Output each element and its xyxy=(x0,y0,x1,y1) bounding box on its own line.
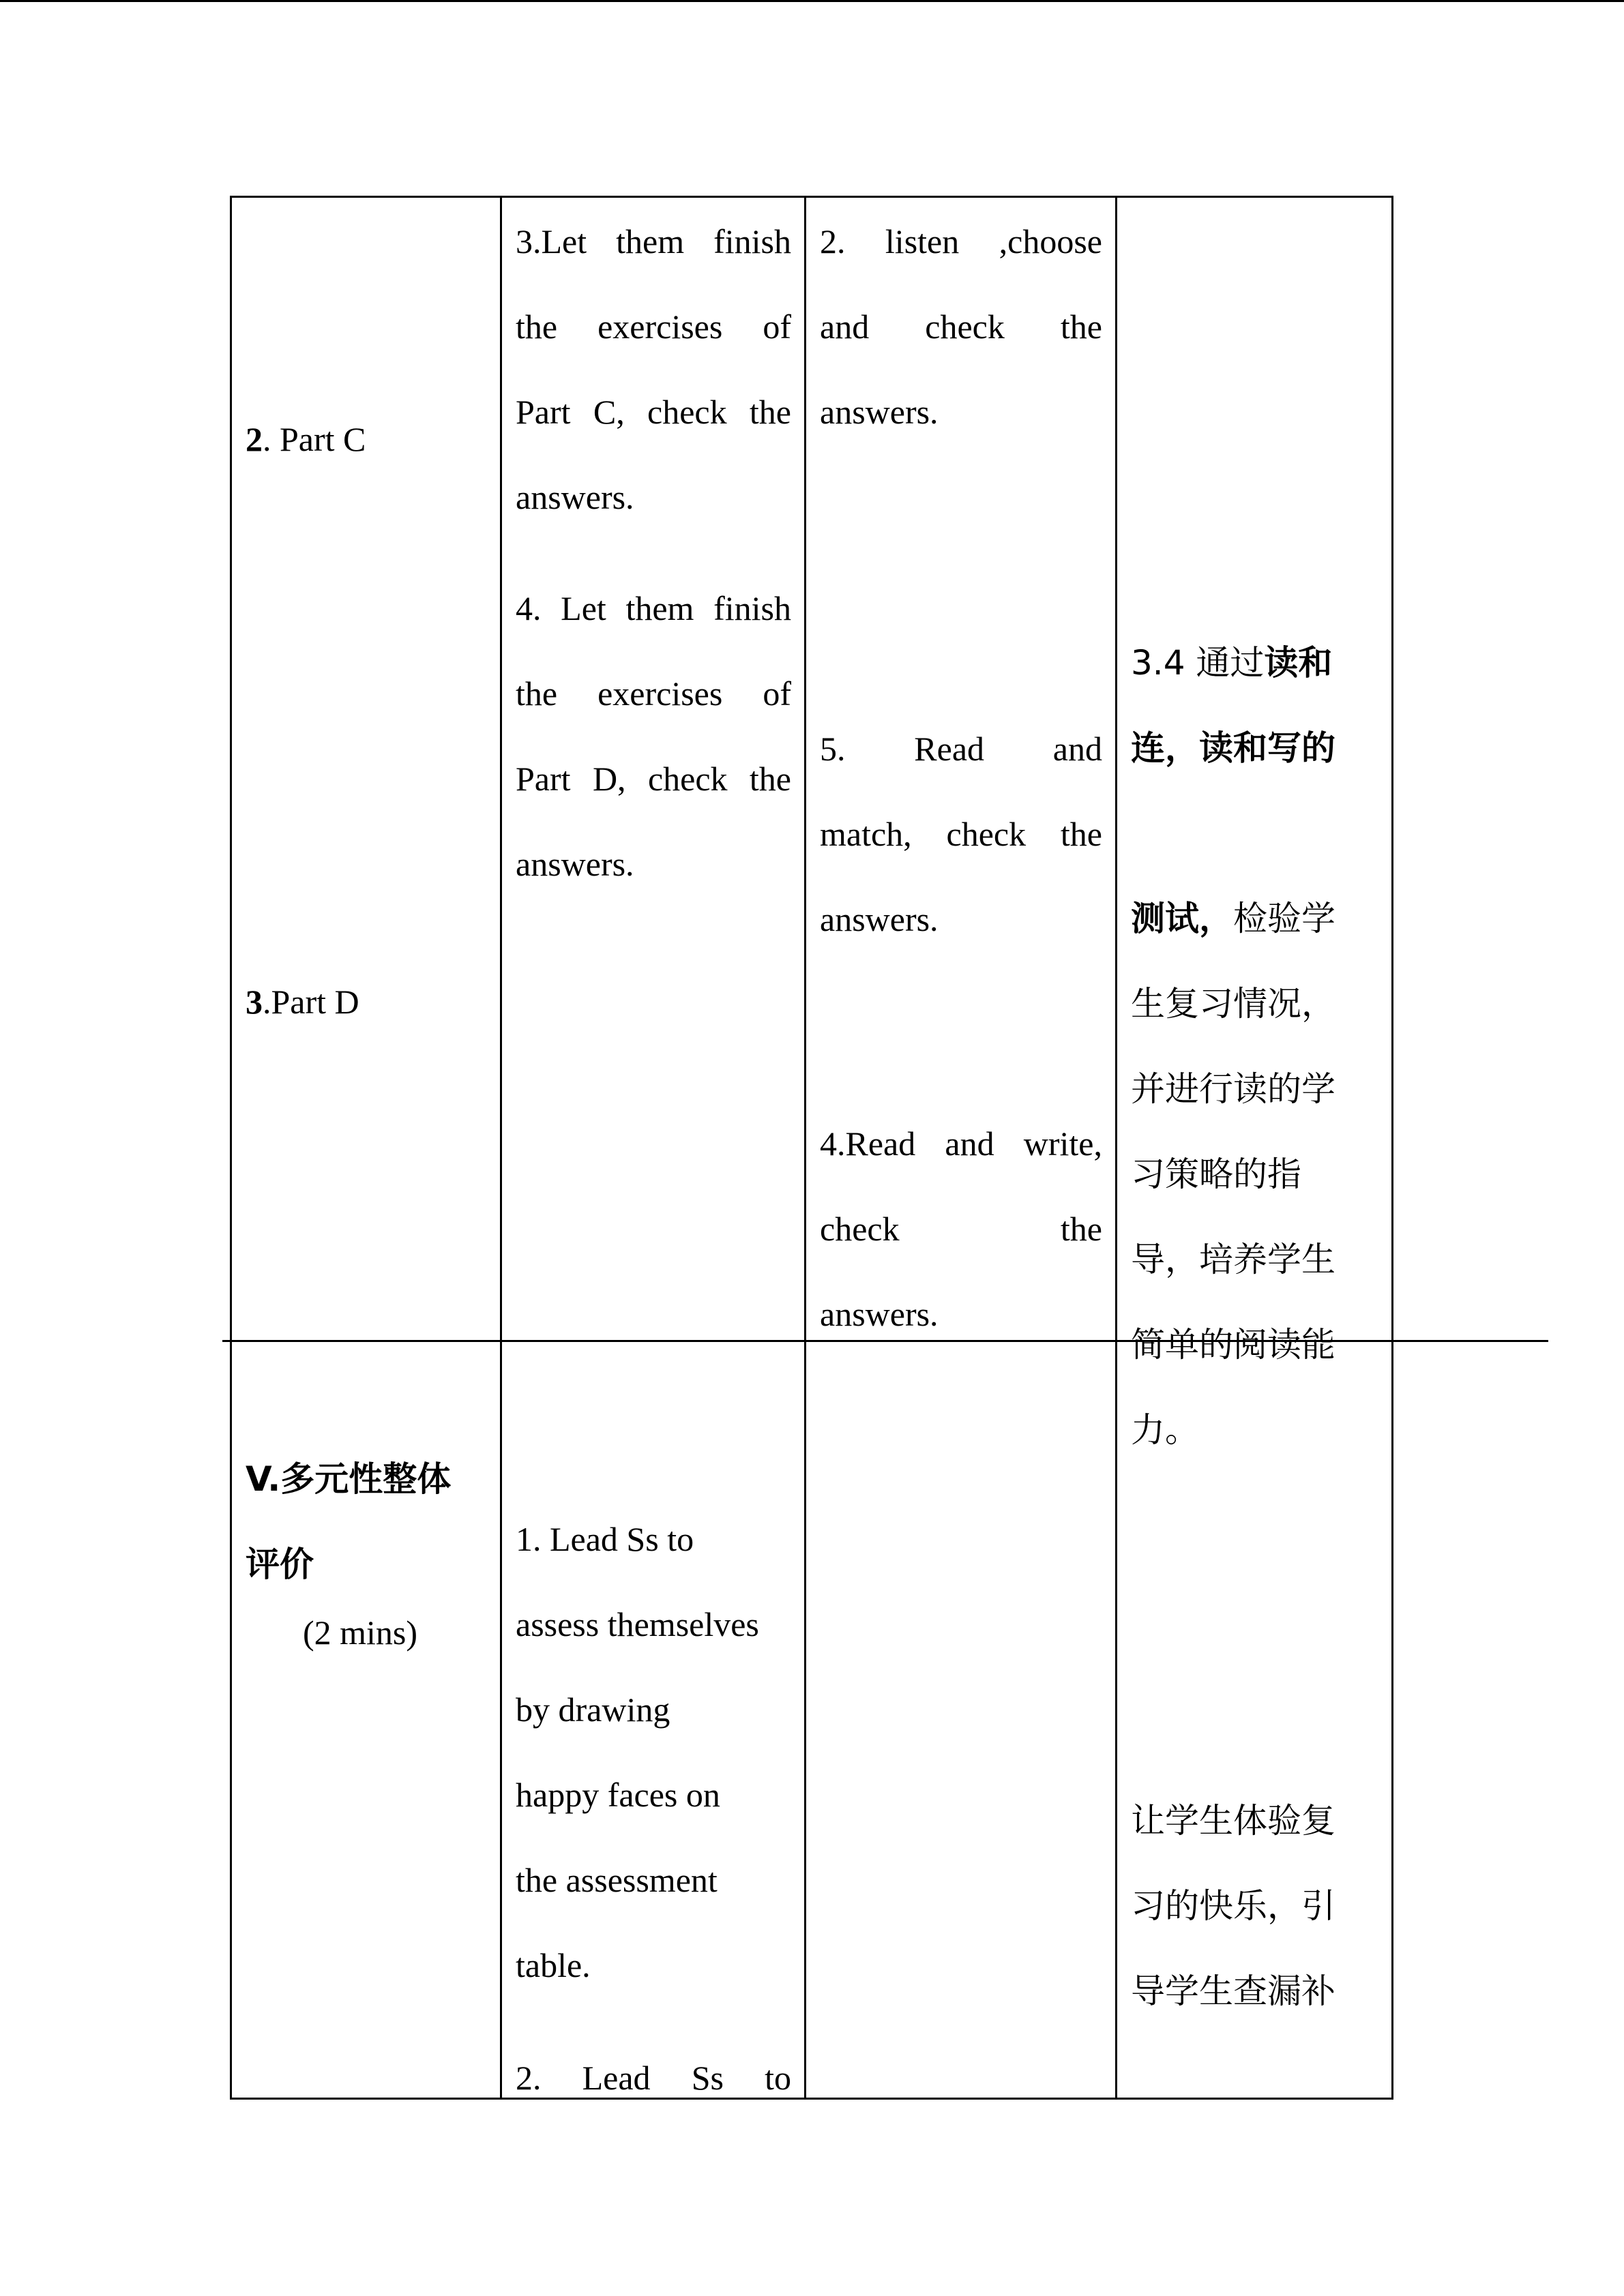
text-line: assess themselves xyxy=(516,1605,759,1643)
design-purpose-reading xyxy=(1131,535,1366,1473)
stage-part-d: 3.Part D xyxy=(246,983,359,1021)
text-line: the assessment xyxy=(516,1861,718,1899)
col-border-1 xyxy=(500,196,502,2100)
text-line: answers. xyxy=(820,900,939,938)
text-line: happy faces on xyxy=(516,1776,720,1814)
text-line: check the xyxy=(820,1210,1102,1248)
col-border-2 xyxy=(804,196,806,2100)
text-line: the exercises of xyxy=(516,308,791,346)
stage-assessment xyxy=(246,1437,491,1658)
text-line: 连，读和写的 xyxy=(1131,728,1335,768)
text-line: 3.4 通过读和 xyxy=(1131,643,1333,683)
text-line: 4.Read and write, xyxy=(820,1124,1102,1163)
text-line: 3.Let them finish xyxy=(516,222,791,260)
text-line: 让学生体验复 xyxy=(1131,1801,1335,1840)
col-border-3 xyxy=(1115,196,1117,2100)
stage-time: (2 mins) xyxy=(303,1613,418,1652)
text-line: 习的快乐，引 xyxy=(1131,1886,1335,1926)
table-bottom-border xyxy=(230,2098,1393,2100)
student-activity-4 xyxy=(820,1101,1102,1357)
text-line: 测试，检验学 xyxy=(1131,899,1335,938)
text-line: 5. Read and xyxy=(820,730,1102,768)
text-line: 习策略的指 xyxy=(1131,1154,1301,1194)
text-line: table. xyxy=(516,1946,591,1984)
col-border-0 xyxy=(230,196,232,2100)
text-line: 2. listen ,choose xyxy=(820,222,1102,260)
text-line: 简单的阅读能 xyxy=(1131,1325,1335,1365)
text-line: answers. xyxy=(820,1295,939,1333)
text-line: and check the xyxy=(820,308,1102,346)
text-line: 1. Lead Ss to xyxy=(516,1520,694,1558)
text-line: 力。 xyxy=(1131,1410,1199,1450)
col-border-4 xyxy=(1391,196,1393,2100)
teacher-activity-3 xyxy=(516,199,791,540)
text-line: by drawing xyxy=(516,1690,670,1729)
text-line: 导，培养学生 xyxy=(1131,1240,1335,1279)
text-line: 2. Lead Ss to xyxy=(516,2059,791,2097)
teacher-activity-4 xyxy=(516,566,791,907)
text-line: Part C, check the xyxy=(516,393,791,431)
text-line: answers. xyxy=(820,393,939,431)
text-line: 导学生查漏补 xyxy=(1131,1971,1335,2011)
design-purpose-assessment xyxy=(1131,1778,1366,2034)
stage-part-c: 2. Part C xyxy=(246,420,366,458)
text-line: answers. xyxy=(516,478,634,516)
student-activity-5 xyxy=(820,706,1102,962)
teacher-activity-assessment xyxy=(516,1497,791,2121)
page-top-border xyxy=(0,0,1624,2)
text-line: 4. Let them finish xyxy=(516,589,791,627)
text-line: the exercises of xyxy=(516,674,791,713)
text-line: answers. xyxy=(516,845,634,883)
text-line: Part D, check the xyxy=(516,760,791,798)
text-line: match, check the xyxy=(820,815,1102,853)
table-top-border xyxy=(230,196,1393,198)
student-activity-2 xyxy=(820,199,1102,455)
text-line: 并进行读的学 xyxy=(1131,1069,1335,1109)
text-line: 生复习情况， xyxy=(1131,984,1335,1024)
stage-title: V.多元性整体 xyxy=(246,1459,452,1499)
stage-title: 评价 xyxy=(246,1545,314,1584)
